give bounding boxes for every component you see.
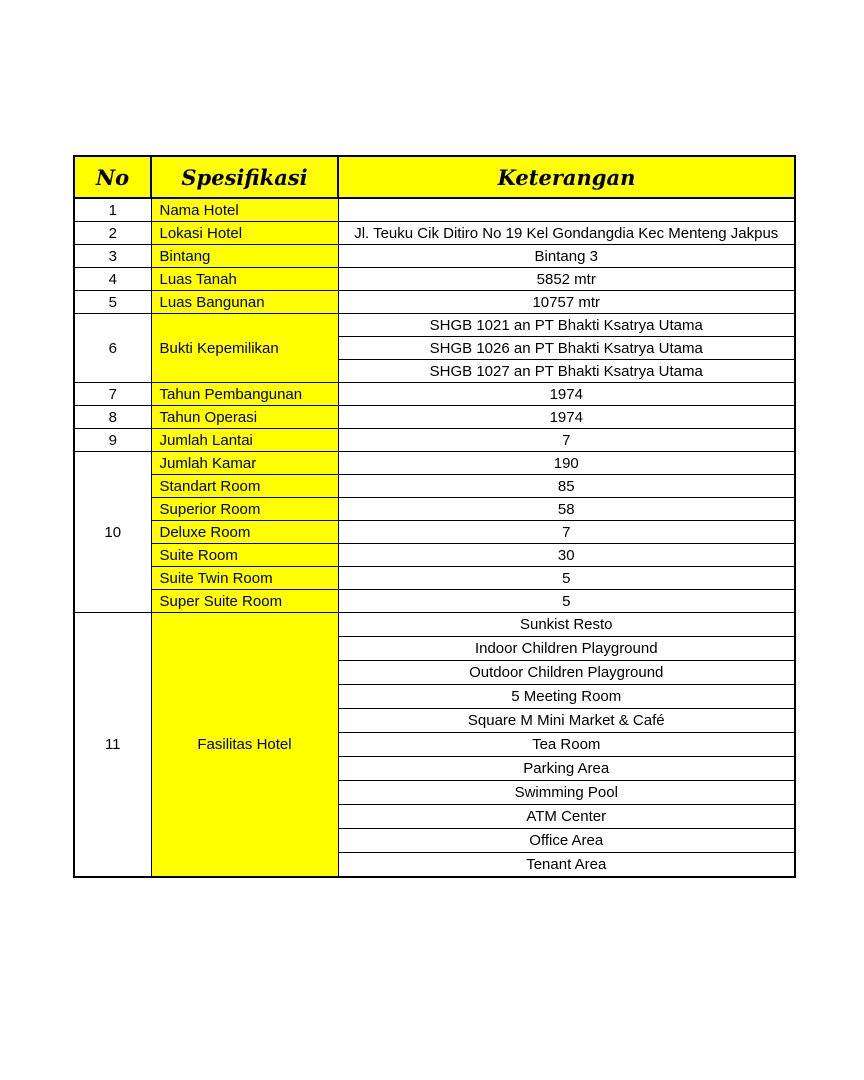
table-row (74, 521, 795, 544)
table-row (74, 383, 795, 406)
table-row (74, 567, 795, 590)
table-row (74, 406, 795, 429)
table-row (74, 452, 795, 475)
row-no: 9 (74, 429, 151, 452)
row-spec: Lokasi Hotel (151, 222, 338, 245)
header-row (74, 156, 795, 198)
row-ket: Sunkist Resto (338, 613, 795, 637)
row-spec: Super Suite Room (151, 590, 338, 613)
row-spec: Suite Room (151, 544, 338, 567)
row-ket: Swimming Pool (338, 781, 795, 805)
row-spec: Bukti Kepemilikan (151, 314, 338, 383)
row-ket: 5 Meeting Room (338, 685, 795, 709)
row-ket: 7 (338, 521, 795, 544)
row-no: 5 (74, 291, 151, 314)
row-ket: Square M Mini Market & Café (338, 709, 795, 733)
table-row (74, 198, 795, 222)
row-no: 6 (74, 314, 151, 383)
row-ket: 58 (338, 498, 795, 521)
table-row (74, 291, 795, 314)
row-spec: Jumlah Kamar (151, 452, 338, 475)
table-row (74, 590, 795, 613)
row-ket: SHGB 1021 an PT Bhakti Ksatrya Utama (338, 314, 795, 337)
row-ket: 85 (338, 475, 795, 498)
table-row (74, 475, 795, 498)
row-ket: SHGB 1027 an PT Bhakti Ksatrya Utama (338, 360, 795, 383)
table-row (74, 268, 795, 291)
header-keterangan: Keterangan (338, 156, 795, 198)
table-row (74, 245, 795, 268)
row-ket: Outdoor Children Playground (338, 661, 795, 685)
row-ket: 190 (338, 452, 795, 475)
row-no: 7 (74, 383, 151, 406)
table-row (74, 314, 795, 337)
table-row (74, 222, 795, 245)
row-spec: Luas Tanah (151, 268, 338, 291)
table-row (74, 613, 795, 637)
header-no: No (74, 156, 151, 198)
table-row (74, 498, 795, 521)
row-ket: 1974 (338, 406, 795, 429)
row-ket: Parking Area (338, 757, 795, 781)
row-ket: Bintang 3 (338, 245, 795, 268)
row-spec: Luas Bangunan (151, 291, 338, 314)
row-no: 2 (74, 222, 151, 245)
row-spec: Standart Room (151, 475, 338, 498)
row-spec: Fasilitas Hotel (151, 613, 338, 878)
row-spec: Bintang (151, 245, 338, 268)
row-no: 10 (74, 452, 151, 613)
row-ket: Indoor Children Playground (338, 637, 795, 661)
row-spec: Jumlah Lantai (151, 429, 338, 452)
row-ket: SHGB 1026 an PT Bhakti Ksatrya Utama (338, 337, 795, 360)
row-spec: Suite Twin Room (151, 567, 338, 590)
row-ket: Tenant Area (338, 853, 795, 878)
row-ket: 30 (338, 544, 795, 567)
row-spec: Tahun Operasi (151, 406, 338, 429)
row-no: 8 (74, 406, 151, 429)
row-ket: Tea Room (338, 733, 795, 757)
row-ket: Office Area (338, 829, 795, 853)
row-ket: Jl. Teuku Cik Ditiro No 19 Kel Gondangdia Kec Menteng Jakpus (338, 222, 795, 245)
row-spec: Deluxe Room (151, 521, 338, 544)
row-spec: Tahun Pembangunan (151, 383, 338, 406)
row-no: 4 (74, 268, 151, 291)
row-no: 3 (74, 245, 151, 268)
row-ket: 1974 (338, 383, 795, 406)
row-spec: Nama Hotel (151, 198, 338, 222)
row-spec: Superior Room (151, 498, 338, 521)
row-ket: 5 (338, 567, 795, 590)
header-spesifikasi: Spesifikasi (151, 156, 338, 198)
row-ket: 5 (338, 590, 795, 613)
row-ket: ATM Center (338, 805, 795, 829)
table-row (74, 429, 795, 452)
row-ket: 7 (338, 429, 795, 452)
row-ket (338, 198, 795, 222)
row-no: 11 (74, 613, 151, 878)
hotel-spec-table (73, 155, 796, 878)
row-ket: 5852 mtr (338, 268, 795, 291)
row-no: 1 (74, 198, 151, 222)
row-ket: 10757 mtr (338, 291, 795, 314)
table-row (74, 544, 795, 567)
